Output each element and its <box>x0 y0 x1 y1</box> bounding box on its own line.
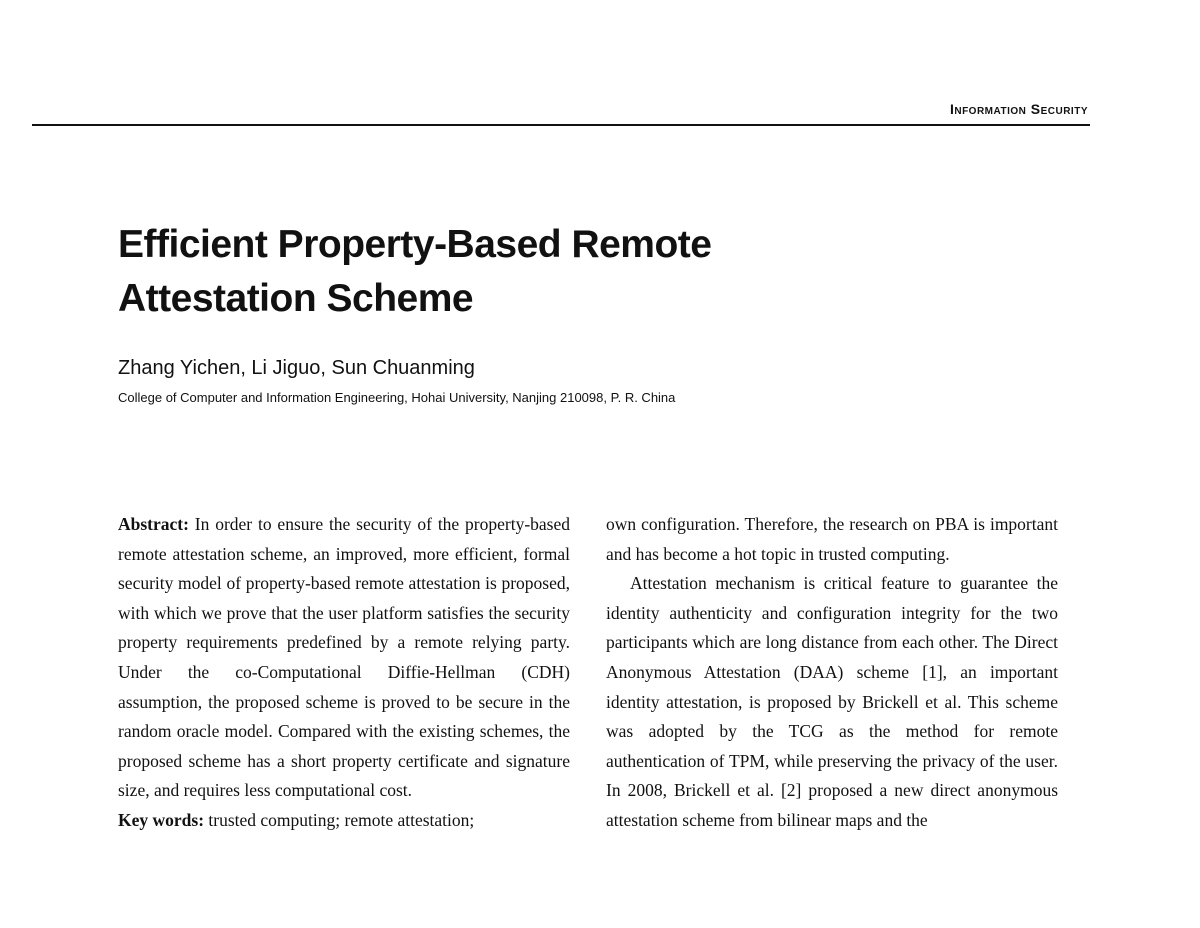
paper-title <box>118 218 918 326</box>
right-column <box>606 510 1058 836</box>
title-line-1: Efficient Property-Based Remote <box>118 223 712 266</box>
affiliation: College of Computer and Information Engineering, Hohai University, Nanjing 210098, P. R. China <box>118 390 676 405</box>
keywords <box>118 806 570 836</box>
body-paragraph-1: own configuration. Therefore, the research on PBA is important and has become a hot topic in trusted computing. <box>606 514 1058 564</box>
keywords-label: Key words: <box>118 809 205 830</box>
author-list: Zhang Yichen, Li Jiguo, Sun Chuanming <box>118 357 475 379</box>
left-column <box>118 510 570 836</box>
abstract-label: Abstract: <box>118 514 189 534</box>
keywords-text: trusted computing; remote attestation; <box>208 809 475 830</box>
title-line-2: Attestation Scheme <box>118 277 474 320</box>
body-paragraph-2: Attestation mechanism is critical feature to guarantee the identity authenticity and configuration integrity for the two participants which are long distance from each other. The Direct Anonymous Attestation (DAA) scheme [1], an important identity attestation, is proposed by Brickell et al. This scheme was adopted by the TCG as the method for remote authentication of TPM, while preserving the privacy of the user. In 2008, Brickell et al. [2] proposed a new direct anonymous attestation scheme from bilinear maps and the <box>606 573 1058 830</box>
abstract <box>118 510 570 806</box>
header-rule <box>32 124 1090 126</box>
section-header: Information Security <box>949 101 1088 117</box>
abstract-text: In order to ensure the security of the property-based remote attestation scheme, an improved, more efficient, formal security model of property-based remote attestation is proposed, with which we prove that the user platform satisfies the security property requirements predefined by a remote relying party. Under the co-Computational Diffie-Hellman (CDH) assumption, the proposed scheme is proved to be secure in the random oracle model. Compared with the existing schemes, the proposed scheme has a short property certificate and signature size, and requires less computational cost. <box>118 514 570 801</box>
